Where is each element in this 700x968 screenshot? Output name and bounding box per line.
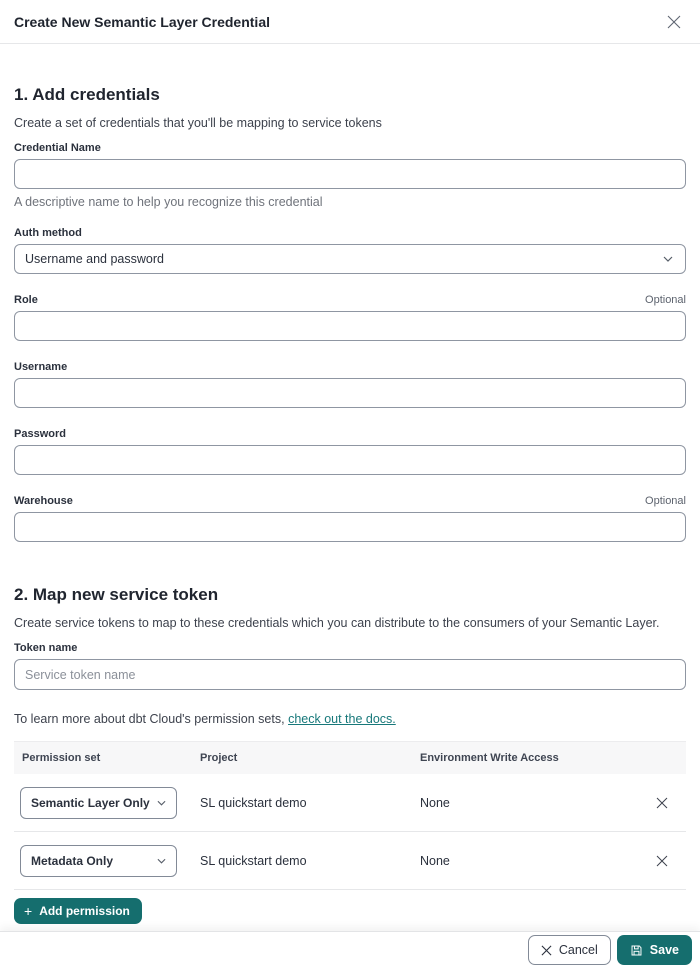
credential-name-label: Credential Name (14, 142, 101, 154)
permission-set-select[interactable] (20, 787, 177, 819)
token-name-input[interactable] (14, 659, 686, 690)
warehouse-label: Warehouse (14, 495, 73, 507)
chevron-down-icon (157, 858, 166, 864)
cancel-label: Cancel (558, 943, 598, 957)
auth-method-selected-value: Username and password (25, 252, 164, 266)
password-label: Password (14, 428, 66, 440)
role-optional-badge: Optional (645, 294, 686, 306)
close-icon (541, 945, 552, 956)
plus-icon: + (24, 903, 33, 919)
docs-link[interactable]: check out the docs. (288, 712, 396, 726)
modal-title: Create New Semantic Layer Credential (14, 13, 270, 30)
remove-row-button[interactable] (650, 849, 674, 873)
add-permission-button[interactable] (14, 898, 142, 924)
auth-method-label: Auth method (14, 227, 82, 239)
credential-name-helper: A descriptive name to help you recognize this credential (14, 195, 323, 209)
username-label: Username (14, 361, 68, 373)
permission-set-select[interactable] (20, 845, 177, 877)
project-cell: SL quickstart demo (200, 853, 307, 868)
column-header-environment-write-access: Environment Write Access (420, 752, 559, 764)
table-row (14, 774, 686, 832)
project-cell: SL quickstart demo (200, 795, 307, 810)
environment-write-access-cell: None (420, 853, 450, 868)
docs-text: To learn more about dbt Cloud's permission sets, (14, 712, 285, 726)
cancel-button[interactable] (528, 935, 611, 965)
credential-name-input[interactable] (14, 159, 686, 189)
token-name-field (14, 642, 686, 690)
role-input[interactable] (14, 311, 686, 341)
permissions-table (14, 741, 686, 890)
section2-description: Create service tokens to map to these credentials which you can distribute to the consumers of your Semantic Layer. (14, 616, 660, 630)
role-field (14, 294, 686, 341)
table-row (14, 832, 686, 890)
permission-set-selected-value: Metadata Only (31, 853, 114, 868)
auth-method-select[interactable] (14, 244, 686, 274)
token-name-label: Token name (14, 642, 78, 654)
close-button[interactable] (664, 12, 684, 32)
column-header-permission-set: Permission set (22, 752, 101, 764)
password-input[interactable] (14, 445, 686, 475)
username-input[interactable] (14, 378, 686, 408)
add-permission-label: Add permission (39, 904, 130, 918)
username-field (14, 361, 686, 408)
chevron-down-icon (663, 256, 673, 262)
save-icon (630, 944, 643, 957)
section1-heading: 1. Add credentials (14, 85, 160, 104)
save-button[interactable] (617, 935, 692, 965)
warehouse-input[interactable] (14, 512, 686, 542)
close-icon (656, 855, 668, 867)
warehouse-optional-badge: Optional (645, 495, 686, 507)
close-icon (656, 797, 668, 809)
section1-description: Create a set of credentials that you'll be mapping to service tokens (14, 116, 382, 130)
modal-header (0, 0, 700, 44)
section2-heading: 2. Map new service token (14, 585, 219, 604)
auth-method-field (14, 227, 686, 274)
close-icon (667, 15, 681, 29)
permissions-table-header (14, 741, 686, 774)
docs-line (14, 712, 686, 726)
permission-set-selected-value: Semantic Layer Only (31, 795, 150, 810)
warehouse-field (14, 495, 686, 542)
environment-write-access-cell: None (420, 795, 450, 810)
remove-row-button[interactable] (650, 791, 674, 815)
chevron-down-icon (157, 800, 166, 806)
role-label: Role (14, 294, 38, 306)
modal-footer (0, 931, 700, 968)
save-label: Save (649, 943, 679, 957)
credential-name-field (14, 142, 686, 209)
column-header-project: Project (200, 752, 238, 764)
password-field (14, 428, 686, 475)
